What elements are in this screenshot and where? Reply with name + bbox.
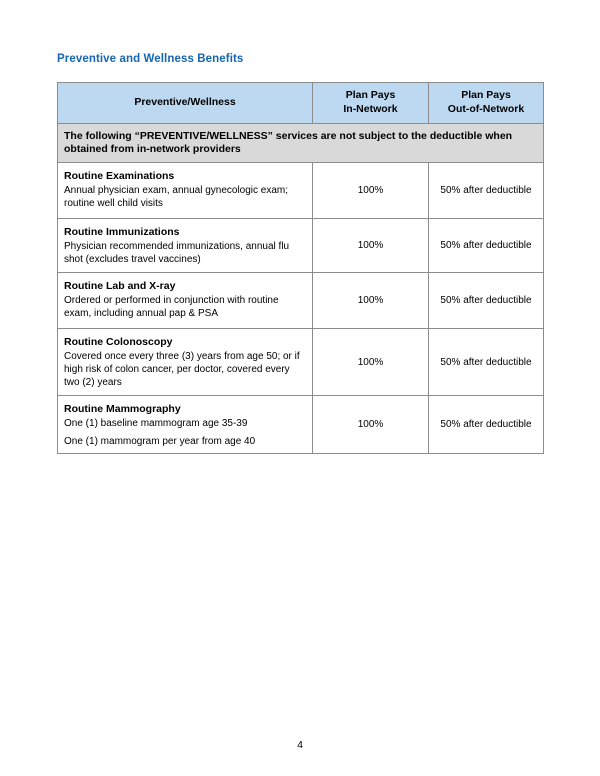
in-network-value: 100%: [313, 273, 429, 329]
table-row: [58, 273, 544, 329]
service-name: Routine Immunizations: [64, 226, 180, 238]
page-number: 4: [297, 739, 303, 751]
service-description: Covered once every three (3) years from age 50; or if high risk of colon cancer, per doctor, covered every two (2) years: [64, 351, 300, 388]
out-of-network-value: 50% after deductible: [429, 219, 544, 273]
deductible-note-row: [58, 124, 544, 163]
column-header-line: In-Network: [343, 103, 398, 115]
in-network-value: 100%: [313, 219, 429, 273]
out-of-network-value: 50% after deductible: [429, 273, 544, 329]
benefits-table: [57, 82, 544, 454]
in-network-value: 100%: [313, 329, 429, 396]
in-network-value: 100%: [313, 396, 429, 454]
table-row: [58, 396, 544, 454]
service-cell: [58, 163, 313, 219]
service-name: Routine Examinations: [64, 170, 175, 182]
table-row: [58, 163, 544, 219]
service-description: Ordered or performed in conjunction with routine exam, including annual pap & PSA: [64, 295, 279, 319]
service-cell: [58, 329, 313, 396]
column-header-line: Out-of-Network: [447, 103, 525, 115]
service-description: Annual physician exam, annual gynecologic exam; routine well child visits: [64, 185, 289, 209]
column-header-service: Preventive/Wellness: [58, 83, 313, 124]
service-name: Routine Mammography: [64, 403, 181, 415]
service-description: One (1) mammogram per year from age 40: [64, 436, 256, 447]
column-header-out-of-network: [429, 83, 544, 124]
service-description: One (1) baseline mammogram age 35-39: [64, 418, 248, 429]
column-header-line: Plan Pays: [461, 89, 511, 102]
service-description: Physician recommended immunizations, annual flu shot (excludes travel vaccines): [64, 241, 290, 265]
column-header-line: Plan Pays: [345, 89, 396, 102]
table-header-row: [58, 83, 544, 124]
table-row: [58, 219, 544, 273]
out-of-network-value: 50% after deductible: [429, 396, 544, 454]
column-header-in-network: [313, 83, 429, 124]
page-title: Preventive and Wellness Benefits: [57, 53, 244, 65]
service-cell: [58, 273, 313, 329]
out-of-network-value: 50% after deductible: [429, 329, 544, 396]
in-network-value: 100%: [313, 163, 429, 219]
out-of-network-value: 50% after deductible: [429, 163, 544, 219]
service-cell: [58, 219, 313, 273]
service-name: Routine Lab and X-ray: [64, 280, 176, 292]
table-row: [58, 329, 544, 396]
service-name: Routine Colonoscopy: [64, 336, 173, 348]
deductible-note: The following “PREVENTIVE/WELLNESS” services are not subject to the deductible when obtained from in-network providers: [58, 124, 544, 163]
service-cell: [58, 396, 313, 454]
